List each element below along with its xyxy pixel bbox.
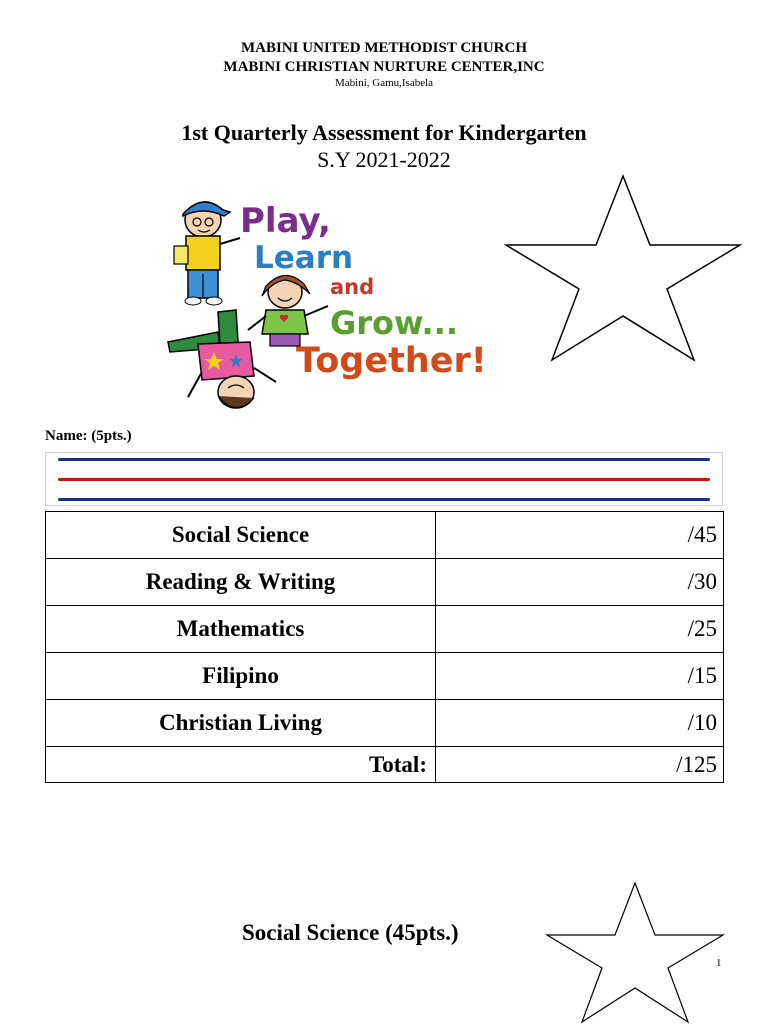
name-field-label: Name: (5pts.): [45, 428, 132, 444]
school-year: S.Y 2021-2022: [317, 147, 451, 172]
page-number: 1: [716, 957, 722, 969]
play-learn-grow-clipart: [158, 192, 498, 417]
subject-cell: Mathematics: [46, 606, 436, 653]
writing-line-middle: [58, 478, 710, 481]
table-row: [46, 559, 724, 606]
points-cell: /30: [436, 559, 724, 606]
table-row: [46, 606, 724, 653]
assessment-title: 1st Quarterly Assessment for Kindergarten: [181, 120, 587, 145]
points-cell: /10: [436, 700, 724, 747]
star-outline-icon: [504, 172, 742, 364]
table-row: [46, 512, 724, 559]
clipart-text-learn: Learn: [254, 240, 354, 276]
tumbling-kid-figure: [168, 310, 276, 408]
church-name: MABINI UNITED METHODIST CHURCH: [240, 40, 527, 56]
points-cell: /45: [436, 512, 724, 559]
subject-cell: Filipino: [46, 653, 436, 700]
section-heading: Social Science (45pts.): [242, 920, 459, 945]
clipart-text-together: Together!: [296, 341, 487, 381]
clipart-text-play: Play,: [240, 201, 331, 241]
subject-cell: Christian Living: [46, 700, 436, 747]
address: Mabini, Gamu,Isabela: [334, 77, 434, 89]
name-writing-lines[interactable]: [45, 452, 723, 506]
subject-cell: Reading & Writing: [46, 559, 436, 606]
nurture-center-name: MABINI CHRISTIAN NURTURE CENTER,INC: [223, 59, 545, 75]
table-row: [46, 653, 724, 700]
boy-figure: [174, 202, 240, 305]
total-row: [46, 747, 724, 783]
table-row: [46, 700, 724, 747]
total-label: Total:: [46, 747, 436, 783]
score-table: [45, 511, 724, 783]
girl-figure: [248, 275, 328, 346]
star-outline-icon: [545, 880, 725, 1024]
points-cell: /15: [436, 653, 724, 700]
writing-line-bottom: [58, 498, 710, 501]
clipart-text-grow: Grow...: [330, 304, 459, 342]
writing-line-top: [58, 458, 710, 461]
subject-cell: Social Science: [46, 512, 436, 559]
total-points: /125: [436, 747, 724, 783]
clipart-text-and: and: [330, 275, 375, 299]
points-cell: /25: [436, 606, 724, 653]
